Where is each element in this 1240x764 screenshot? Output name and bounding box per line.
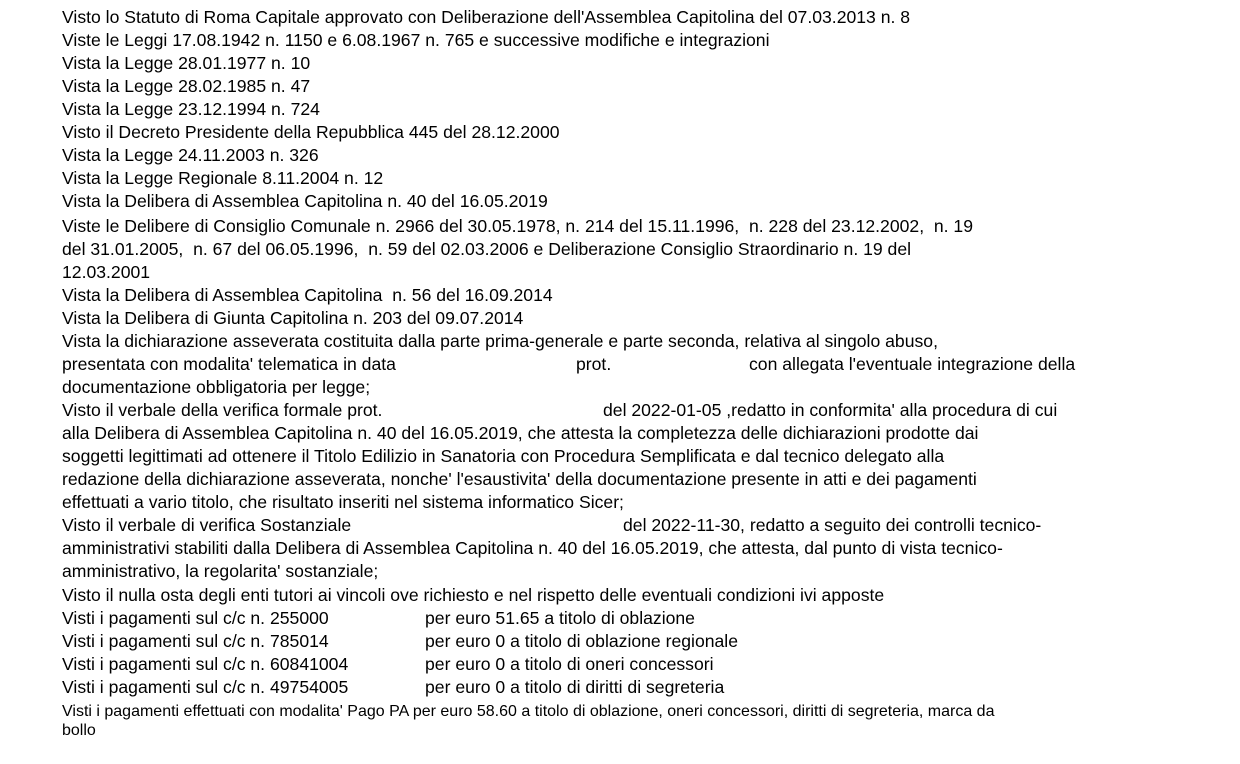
text-line: Vista la Legge 28.02.1985 n. 47 xyxy=(62,76,311,96)
text-segment: con allegata l'eventuale integrazione della xyxy=(749,354,1076,374)
text-line-verbale-sostanziale xyxy=(62,514,1222,536)
text-line: redazione della dichiarazione asseverata, nonche' l'esaustivita' della documentazione presente in atti e dei pagamenti xyxy=(62,469,977,489)
text-line: Vista la Legge 23.12.1994 n. 724 xyxy=(62,99,320,119)
payment-row xyxy=(62,653,1222,675)
text-line-verbale-formale xyxy=(62,399,1222,421)
text-segment: del 2022-11-30, redatto a seguito dei controlli tecnico- xyxy=(623,515,1042,535)
text-line: Vista la Delibera di Giunta Capitolina n. 203 del 09.07.2014 xyxy=(62,308,524,328)
text-line: Vista la Legge Regionale 8.11.2004 n. 12 xyxy=(62,168,384,188)
text-line-pagopa: bollo xyxy=(62,722,96,739)
text-line: Vista la Delibera di Assemblea Capitolina n. 56 del 16.09.2014 xyxy=(62,285,553,305)
text-line: soggetti legittimati ad ottenere il Titolo Edilizio in Sanatoria con Procedura Semplificata e dal tecnico delegato alla xyxy=(62,446,945,466)
payment-detail: per euro 51.65 a titolo di oblazione xyxy=(425,608,695,628)
text-line: Viste le Leggi 17.08.1942 n. 1150 e 6.08.1967 n. 765 e successive modifiche e integrazioni xyxy=(62,30,770,50)
text-segment: del 2022-01-05 ,redatto in conformita' alla procedura di cui xyxy=(603,400,1058,420)
text-line: Vista la dichiarazione asseverata costituita dalla parte prima-generale e parte seconda, relativa al singolo abuso, xyxy=(62,331,938,351)
text-line: Visto il Decreto Presidente della Repubblica 445 del 28.12.2000 xyxy=(62,122,560,142)
text-line: Vista la Delibera di Assemblea Capitolina n. 40 del 16.05.2019 xyxy=(62,191,548,211)
text-segment: presentata con modalita' telematica in data xyxy=(62,354,396,374)
text-line: Vista la Legge 28.01.1977 n. 10 xyxy=(62,53,311,73)
text-line: Viste le Delibere di Consiglio Comunale n. 2966 del 30.05.1978, n. 214 del 15.11.1996, n. 228 del 23.12.2002, n. 19 xyxy=(62,216,973,236)
payment-account: Visti i pagamenti sul c/c n. 785014 xyxy=(62,631,329,651)
text-segment: Visto il verbale della verifica formale prot. xyxy=(62,400,383,420)
payment-account: Visti i pagamenti sul c/c n. 60841004 xyxy=(62,654,349,674)
text-line: alla Delibera di Assemblea Capitolina n. 40 del 16.05.2019, che attesta la completezza delle dichiarazioni prodotte dai xyxy=(62,423,979,443)
text-line-pagopa: Visti i pagamenti effettuati con modalita' Pago PA per euro 58.60 a titolo di oblazione, oneri concessori, diritti di segreteria, marca da xyxy=(62,703,995,720)
text-line: Vista la Legge 24.11.2003 n. 326 xyxy=(62,145,319,165)
text-segment: Visto il verbale di verifica Sostanziale xyxy=(62,515,352,535)
text-line: 12.03.2001 xyxy=(62,262,151,282)
payment-detail: per euro 0 a titolo di oblazione regionale xyxy=(425,631,738,651)
text-segment: prot. xyxy=(576,354,612,374)
payment-detail: per euro 0 a titolo di oneri concessori xyxy=(425,654,714,674)
payment-row xyxy=(62,676,1222,698)
text-line: Visto il nulla osta degli enti tutori ai vincoli ove richiesto e nel rispetto delle eventuali condizioni ivi apposte xyxy=(62,585,885,605)
text-line: amministrativi stabiliti dalla Delibera di Assemblea Capitolina n. 40 del 16.05.2019, che attesta, dal punto di vista tecnico- xyxy=(62,538,1003,558)
text-line: amministrativo, la regolarita' sostanziale; xyxy=(62,561,379,581)
text-line: Visto lo Statuto di Roma Capitale approvato con Deliberazione dell'Assemblea Capitolina del 07.03.2013 n. 8 xyxy=(62,7,911,27)
payment-account: Visti i pagamenti sul c/c n. 49754005 xyxy=(62,677,349,697)
text-line: effettuati a vario titolo, che risultato inseriti nel sistema informatico Sicer; xyxy=(62,492,624,512)
payment-account: Visti i pagamenti sul c/c n. 255000 xyxy=(62,608,329,628)
payment-row xyxy=(62,607,1222,629)
payment-detail: per euro 0 a titolo di diritti di segreteria xyxy=(425,677,725,697)
payment-row xyxy=(62,630,1222,652)
text-line: del 31.01.2005, n. 67 del 06.05.1996, n. 59 del 02.03.2006 e Deliberazione Consiglio Straordinario n. 19 del xyxy=(62,239,912,259)
text-line-presentata xyxy=(62,353,1222,375)
text-line: documentazione obbligatoria per legge; xyxy=(62,377,371,397)
